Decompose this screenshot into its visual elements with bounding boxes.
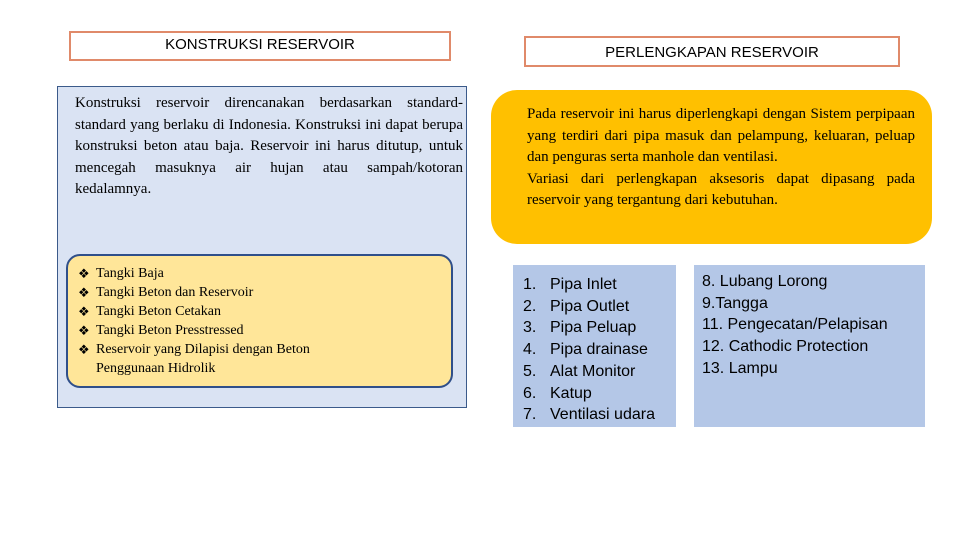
construction-description: [75, 93, 463, 201]
list-item: [523, 383, 655, 405]
diamond-bullet-icon: ❖: [78, 323, 90, 338]
list-item: 8. Lubang Lorong: [702, 273, 828, 290]
list-item-label: Katup: [550, 384, 592, 402]
list-item: 9.Tangga: [702, 294, 768, 312]
list-item: [78, 340, 433, 378]
list-item-label: Pipa drainase: [550, 341, 648, 359]
list-item: [523, 361, 655, 383]
right-section-title: PERLENGKAPAN RESERVOIR: [524, 36, 900, 67]
list-number: 4.: [523, 341, 537, 359]
list-item-label: Pipa Peluap: [550, 319, 637, 337]
list-item: 12. Cathodic Protection: [702, 338, 869, 356]
left-section-title: KONSTRUKSI RESERVOIR: [69, 31, 451, 61]
list-item: 13. Lampu: [702, 359, 778, 377]
list-number: 7.: [523, 406, 537, 424]
list-item: [78, 283, 433, 302]
reservoir-types-list: [78, 264, 433, 378]
list-number: 5.: [523, 362, 537, 380]
list-item: [523, 317, 655, 339]
equipment-description: [527, 104, 915, 212]
list-item-label: Tangki Beton Cetakan: [96, 304, 221, 319]
list-item: [523, 274, 655, 296]
list-item: [523, 339, 655, 361]
list-item-label: Tangki Baja: [96, 266, 164, 281]
list-item-label: Pipa Outlet: [550, 297, 630, 315]
list-item-label: Pipa Inlet: [550, 276, 617, 293]
list-item: [78, 264, 433, 283]
list-number: 2.: [523, 297, 537, 315]
list-item-label: Reservoir yang Dilapisi dengan Beton: [96, 342, 310, 357]
list-item: [78, 321, 433, 340]
diamond-bullet-icon: ❖: [78, 304, 90, 319]
list-number: 3.: [523, 319, 537, 337]
equipment-list-2: [694, 265, 925, 427]
list-item-label-continued: Penggunaan Hidrolik: [96, 361, 216, 376]
diamond-bullet-icon: ❖: [78, 285, 90, 300]
list-item: [78, 302, 433, 321]
list-item-label: Alat Monitor: [550, 362, 636, 380]
construction-paragraph: Konstruksi reservoir direncanakan berdasarkan standard-standard yang berlaku di Indonesia. Konstruksi ini dapat berupa konstruksi beton atau baja. Reservoir ini harus ditutup, untuk mencegah masuknya air hujan atau sampah/kotoran kedalamnya.: [75, 95, 463, 197]
list-number: 1.: [523, 276, 537, 293]
list-item: 11. Pengecatan/Pelapisan: [702, 316, 888, 334]
list-item: [523, 404, 655, 426]
list-item-label: Tangki Beton Presstressed: [96, 323, 244, 338]
diamond-bullet-icon: ❖: [78, 266, 90, 281]
equipment-paragraph-2: Variasi dari perlengkapan aksesoris dapat dipasang pada reservoir yang tergantung dari kebutuhan.: [527, 170, 915, 208]
list-item-label: Ventilasi udara: [550, 406, 655, 424]
equipment-paragraph-1: Pada reservoir ini harus diperlengkapi dengan Sistem perpipaan yang terdiri dari pipa masuk dan pelampung, keluaran, peluap dan penguras serta manhole dan ventilasi.: [527, 106, 915, 165]
equipment-list-1: [513, 265, 676, 427]
diamond-bullet-icon: ❖: [78, 342, 90, 357]
list-item: [523, 296, 655, 318]
list-number: 6.: [523, 384, 537, 402]
list-item-label: Tangki Beton dan Reservoir: [96, 285, 254, 300]
